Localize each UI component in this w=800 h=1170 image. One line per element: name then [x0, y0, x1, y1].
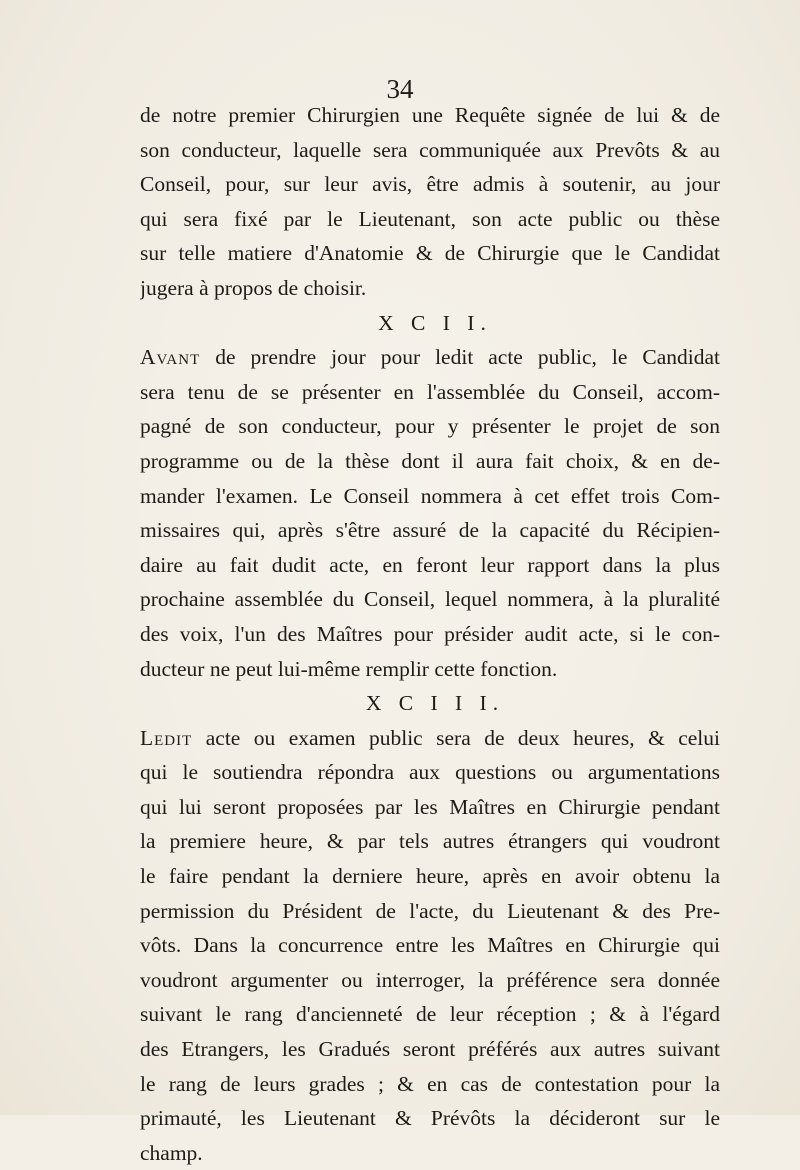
line-text: de notre premier Chirurgien une Requête signée de lui & de: [140, 103, 720, 127]
text-line: [140, 997, 720, 1032]
line-text: daire au fait dudit acte, en feront leur rapport dans la plus: [140, 552, 720, 577]
text-line: [140, 202, 720, 237]
line-text: qui lui seront proposées par les Maîtres en Chirurgie pendant: [140, 794, 720, 819]
text-line: [140, 894, 720, 929]
line-text: suivant le rang d'ancienneté de leur réception ; & à l'égard: [140, 1002, 720, 1027]
text-line: [140, 133, 720, 168]
line-text: permission du Président de l'acte, du Lieutenant & des Pre-: [140, 898, 720, 923]
line-text: primauté, les Lieutenant & Prévôts la décideront sur le: [140, 1106, 720, 1131]
text-line: [140, 167, 720, 202]
text-line: [140, 1136, 720, 1170]
text-line: [140, 271, 720, 306]
line-text: prochaine assemblée du Conseil, lequel nommera, à la pluralité: [140, 587, 720, 612]
line-text: qui le soutiendra répondra aux questions ou argumentations: [140, 760, 720, 785]
text-line: [140, 582, 720, 617]
line-text: mander l'examen. Le Conseil nommera à cet effet trois Com-: [140, 483, 720, 508]
line-text: acte ou examen public sera de deux heures, & celui: [192, 725, 720, 750]
text-line: [140, 375, 720, 410]
line-text: champ.: [140, 1140, 203, 1165]
line-text: des Etrangers, les Gradués seront préférés aux autres suivant: [140, 1037, 720, 1062]
text-line: [140, 98, 720, 133]
text-line: [140, 236, 720, 271]
article-lead-word: Avant: [140, 345, 201, 370]
text-line: [140, 1067, 720, 1102]
text-line: [140, 928, 720, 963]
text-line: [140, 755, 720, 790]
text-line: [140, 652, 720, 687]
text-line: [140, 340, 720, 375]
text-line: [140, 617, 720, 652]
line-text: ducteur ne peut lui-même remplir cette fonction.: [140, 656, 558, 681]
line-text: pagné de son conducteur, pour y présenter le projet de son: [140, 414, 720, 439]
text-line: [140, 548, 720, 583]
line-text: sur telle matiere d'Anatomie & de Chirurgie que le Candidat: [140, 241, 720, 266]
text-line: [140, 963, 720, 998]
line-text: qui sera fixé par le Lieutenant, son acte public ou thèse: [140, 206, 720, 231]
article-heading: [140, 306, 720, 341]
line-text: de prendre jour pour ledit acte public, le Candidat: [200, 345, 720, 370]
text-line: [140, 409, 720, 444]
text-line: [140, 859, 720, 894]
text-line: [140, 479, 720, 514]
line-text: X C I I I.: [365, 691, 505, 716]
text-line: [140, 1101, 720, 1136]
text-line: [140, 1032, 720, 1067]
line-text: Conseil, pour, sur leur avis, être admis à soutenir, au jour: [140, 172, 720, 197]
line-text: sera tenu de se présenter en l'assemblée du Conseil, accom-: [140, 379, 720, 404]
line-text: le rang de leurs grades ; & en cas de contestation pour la: [140, 1071, 720, 1096]
page-number: 34: [386, 74, 414, 104]
line-text: programme ou de la thèse dont il aura fait choix, & en de-: [140, 448, 720, 473]
line-text: le faire pendant la derniere heure, après en avoir obtenu la: [140, 864, 720, 889]
line-text: son conducteur, laquelle sera communiquée aux Prevôts & au: [140, 137, 720, 162]
line-text: voudront argumenter ou interroger, la préférence sera donnée: [140, 967, 720, 992]
article-heading: [140, 686, 720, 721]
line-text: la premiere heure, & par tels autres étrangers qui voudront: [140, 829, 720, 854]
text-line: [140, 790, 720, 825]
line-text: des voix, l'un des Maîtres pour présider audit acte, si le con-: [140, 621, 720, 646]
article-lead-word: Ledit: [140, 725, 193, 750]
line-text: vôts. Dans la concurrence entre les Maîtres en Chirurgie qui: [140, 933, 720, 958]
line-text: X C I I.: [378, 310, 492, 335]
text-line: [140, 444, 720, 479]
text-line: [140, 513, 720, 548]
body-text: [140, 98, 720, 1170]
line-text: jugera à propos de choisir.: [140, 275, 367, 300]
line-text: missaires qui, après s'être assuré de la capacité du Récipien-: [140, 518, 720, 543]
text-line: [140, 824, 720, 859]
text-line: [140, 721, 720, 756]
